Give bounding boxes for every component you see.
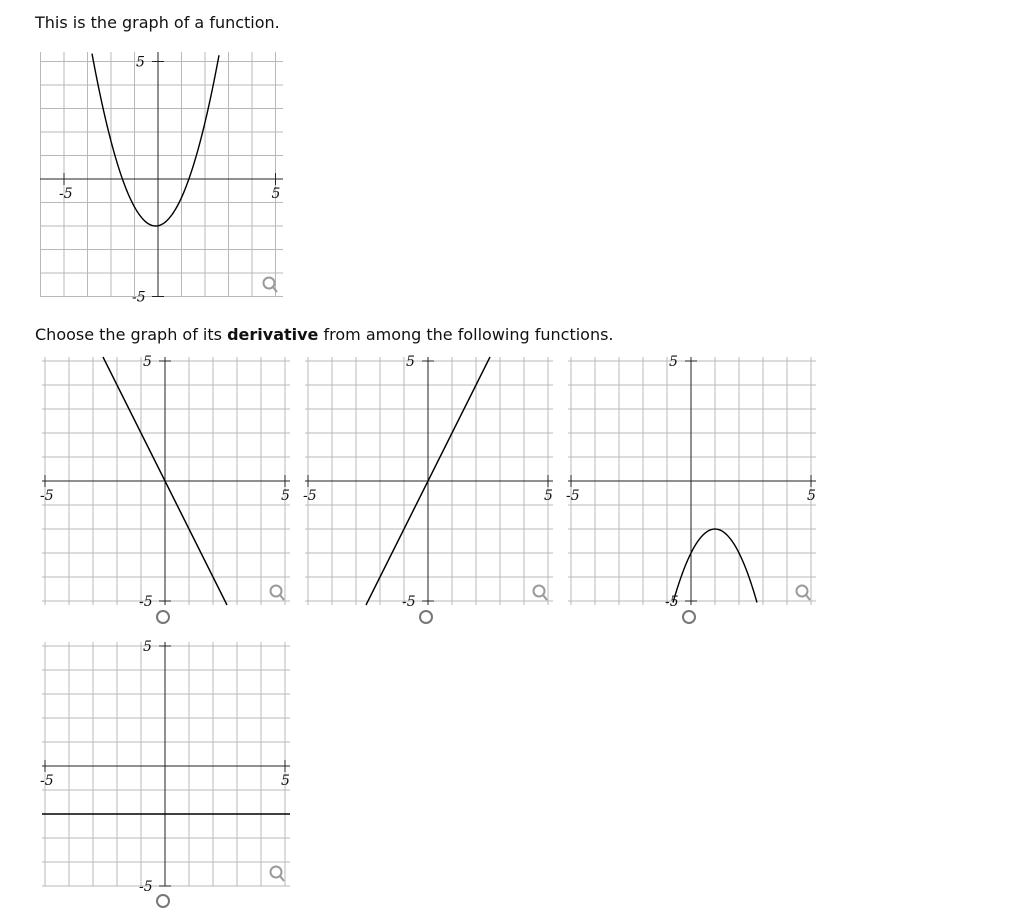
y-max-label: 5 <box>143 639 152 655</box>
y-max-label: 5 <box>669 354 678 370</box>
magnifier-icon[interactable] <box>797 586 811 601</box>
grid <box>40 52 283 297</box>
choice-4-radio[interactable] <box>156 894 170 908</box>
graph-canvas <box>40 639 290 895</box>
graph-canvas <box>40 52 283 306</box>
y-max-label: 5 <box>406 354 415 370</box>
y-max-label: 5 <box>143 354 152 370</box>
magnifier-icon[interactable] <box>271 586 285 601</box>
y-min-label: -5 <box>402 594 416 610</box>
prompt-intro: This is the graph of a function. <box>35 13 280 32</box>
x-max-label: 5 <box>281 488 290 504</box>
y-min-label: -5 <box>139 594 153 610</box>
original-function-graph <box>40 52 283 306</box>
magnifier-icon[interactable] <box>271 867 285 882</box>
graph-canvas <box>303 354 553 610</box>
choice-1-radio[interactable] <box>156 610 170 624</box>
x-max-label: 5 <box>271 186 281 202</box>
prompt-question: Choose the graph of its derivative from among the following functions. <box>35 325 614 344</box>
x-max-label: 5 <box>544 488 553 504</box>
x-max-label: 5 <box>281 773 290 789</box>
x-min-label: -5 <box>566 488 580 504</box>
x-min-label: -5 <box>59 186 73 202</box>
magnifier-icon[interactable] <box>264 278 278 293</box>
y-max-label: 5 <box>136 54 145 71</box>
x-min-label: -5 <box>40 773 54 789</box>
magnifier-icon[interactable] <box>534 586 548 601</box>
x-min-label: -5 <box>40 488 54 504</box>
choice-graph-2 <box>303 354 553 610</box>
choice-graph-3 <box>566 354 816 610</box>
y-min-label: -5 <box>665 594 679 610</box>
grid <box>42 642 290 886</box>
x-max-label: 5 <box>807 488 816 504</box>
x-min-label: -5 <box>303 488 317 504</box>
y-min-label: -5 <box>139 879 153 895</box>
graph-canvas <box>566 354 816 610</box>
y-min-label: -5 <box>132 289 146 306</box>
choice-2-radio[interactable] <box>419 610 433 624</box>
choice-3-radio[interactable] <box>682 610 696 624</box>
choice-graph-4 <box>40 639 290 895</box>
choice-graph-1 <box>40 354 290 610</box>
graph-canvas <box>40 354 290 610</box>
